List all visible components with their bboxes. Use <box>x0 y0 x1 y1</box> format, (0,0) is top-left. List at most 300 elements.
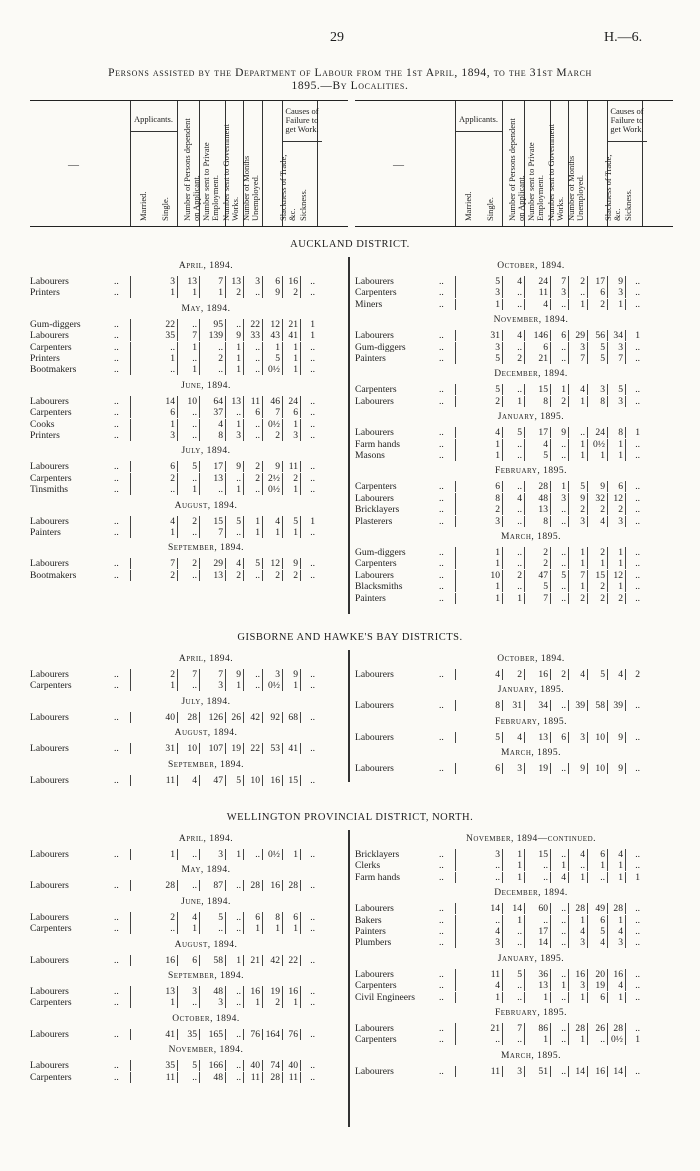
leader-dots: .. <box>114 287 119 299</box>
table-cell: .. <box>600 871 605 883</box>
table-cell: 13 <box>187 276 197 287</box>
district-heading: WELLINGTON PROVINCIAL DISTRICT, NORTH. <box>226 812 474 823</box>
table-cell: .. <box>517 991 522 1003</box>
table-cell: 1 <box>255 997 260 1009</box>
table-cell: .. <box>236 1071 241 1083</box>
header-married: Married. <box>463 191 473 221</box>
table-cell: 1 <box>635 427 640 439</box>
table-cell: 5 <box>600 353 605 364</box>
occupation-label: Plumbers <box>355 937 392 949</box>
month-heading: September, 1894. <box>168 971 244 981</box>
table-cell: .. <box>495 914 500 926</box>
table-row <box>355 732 676 743</box>
table-cell: .. <box>310 711 315 723</box>
district-heading: AUCKLAND DISTRICT. <box>290 239 410 250</box>
table-cell: 10 <box>250 774 260 786</box>
occupation-label: Carpenters <box>30 680 72 692</box>
table-cell: .. <box>310 1028 315 1040</box>
table-cell: .. <box>310 1071 315 1083</box>
table-cell: 2 <box>580 276 585 287</box>
table-cell: 7 <box>218 527 223 538</box>
table-cell: .. <box>561 438 566 450</box>
table-cell: 35 <box>165 1060 175 1072</box>
table-cell: 5 <box>580 481 585 493</box>
header-months: Number of Months Unemployed. <box>566 155 585 221</box>
table-cell: 37 <box>213 407 223 419</box>
month-heading: February, 1895. <box>495 716 567 727</box>
leader-dots: .. <box>439 504 444 516</box>
table-cell: .. <box>310 569 315 581</box>
table-cell: 3 <box>218 849 223 860</box>
table-cell: .. <box>635 515 640 527</box>
table-cell: 13 <box>165 986 175 997</box>
table-cell: .. <box>635 914 640 926</box>
occupation-label: Labourers <box>30 954 69 966</box>
table-cell: 4 <box>275 515 280 527</box>
table-cell: .. <box>236 527 241 538</box>
table-cell: 22 <box>250 318 260 330</box>
table-cell: 41 <box>165 1028 175 1040</box>
header-applicants: Applicants. <box>459 114 498 124</box>
table-cell: 6 <box>600 914 605 926</box>
leader-dots: .. <box>439 581 444 593</box>
table-row <box>355 547 676 558</box>
table-cell: 4 <box>495 926 500 937</box>
table-cell: 5 <box>600 669 605 680</box>
table-cell: 1 <box>517 860 522 872</box>
table-cell: 11 <box>288 461 298 473</box>
table-cell: 14 <box>512 903 522 915</box>
table-row <box>355 849 676 860</box>
table-cell: .. <box>310 880 315 892</box>
occupation-label: Carpenters <box>355 384 397 396</box>
table-cell: 28 <box>613 903 623 915</box>
table-cell: 8 <box>618 427 623 439</box>
table-cell: 1 <box>293 484 298 496</box>
table-cell: 1 <box>310 318 315 330</box>
occupation-label: Labourers <box>30 911 69 923</box>
table-row <box>355 516 676 527</box>
table-cell: 4 <box>236 558 241 570</box>
table-cell: 4 <box>218 418 223 430</box>
table-cell: 1 <box>192 287 197 299</box>
table-cell: 39 <box>613 700 623 712</box>
table-cell: 2 <box>561 669 566 680</box>
table-row <box>355 330 676 341</box>
table-cell: 146 <box>533 330 548 342</box>
table-cell: .. <box>635 395 640 407</box>
occupation-label: Labourers <box>355 731 394 743</box>
table-cell: 95 <box>213 318 223 330</box>
table-cell: 24 <box>595 427 605 439</box>
table-cell: 5 <box>600 926 605 937</box>
table-row <box>355 427 676 438</box>
table-cell: 165 <box>208 1028 223 1040</box>
table-cell: 51 <box>538 1065 548 1077</box>
table-cell: 1 <box>600 558 605 570</box>
occupation-label: Labourers <box>30 1028 69 1040</box>
table-cell: 4 <box>618 849 623 860</box>
table-cell: 19 <box>270 986 280 997</box>
table-cell: 13 <box>231 395 241 407</box>
month-heading: August, 1894. <box>174 728 238 739</box>
table-cell: 5 <box>255 558 260 570</box>
leader-dots: .. <box>439 937 444 949</box>
column-rule <box>177 101 178 226</box>
table-cell: 6 <box>255 407 260 419</box>
table-cell: 40 <box>165 711 175 723</box>
table-cell: 17 <box>213 461 223 473</box>
table-cell: .. <box>635 341 640 353</box>
table-cell: 10 <box>595 763 605 775</box>
table-cell: .. <box>310 461 315 473</box>
table-cell: 64 <box>213 395 223 407</box>
leader-dots: .. <box>439 341 444 353</box>
table-cell: 2 <box>600 547 605 558</box>
column-header-block <box>30 100 348 227</box>
table-cell: .. <box>635 492 640 504</box>
table-cell: 7 <box>275 407 280 419</box>
leader-dots: .. <box>439 700 444 712</box>
table-cell: 3 <box>580 937 585 949</box>
table-cell: 41 <box>288 330 298 342</box>
leader-dots: .. <box>439 980 444 992</box>
table-cell: 29 <box>575 330 585 342</box>
table-cell: .. <box>635 1023 640 1034</box>
table-cell: 2 <box>170 472 175 484</box>
month-heading: January, 1895. <box>497 412 565 423</box>
table-cell: 2 <box>600 504 605 516</box>
occupation-label: Labourers <box>30 395 69 407</box>
table-cell: 5 <box>517 427 522 439</box>
table-cell: 8 <box>600 395 605 407</box>
table-cell: 0½ <box>268 849 280 860</box>
table-cell: .. <box>635 980 640 992</box>
month-heading: March, 1895. <box>500 532 562 542</box>
table-cell: 0½ <box>268 484 280 496</box>
occupation-label: Bricklayers <box>355 849 400 860</box>
table-cell: 31 <box>512 700 522 712</box>
occupation-label: Labourers <box>355 492 394 504</box>
table-cell: 9 <box>580 763 585 775</box>
leader-dots: .. <box>439 481 444 493</box>
leader-dots: .. <box>114 1060 119 1072</box>
table-cell: 5 <box>192 1060 197 1072</box>
occupation-label: Labourers <box>30 743 69 755</box>
table-cell: 1 <box>255 515 260 527</box>
table-cell: .. <box>255 287 260 299</box>
table-cell: 6 <box>543 341 548 353</box>
table-row <box>30 287 351 298</box>
occupation-label: Carpenters <box>30 341 72 353</box>
table-row <box>355 493 676 504</box>
table-cell: 4 <box>618 669 623 680</box>
table-cell: .. <box>517 504 522 516</box>
table-row <box>30 342 351 353</box>
table-cell: 5 <box>192 461 197 473</box>
table-cell: .. <box>561 903 566 915</box>
table-cell: 8 <box>495 700 500 712</box>
table-row <box>355 342 676 353</box>
table-cell: 11 <box>250 395 260 407</box>
table-cell: 16 <box>270 774 280 786</box>
table-cell: 15 <box>538 849 548 860</box>
table-cell: 4 <box>192 774 197 786</box>
table-cell: 1 <box>618 991 623 1003</box>
table-row <box>30 1072 351 1083</box>
leader-dots: .. <box>114 569 119 581</box>
table-cell: .. <box>517 1034 522 1046</box>
table-cell: 35 <box>165 330 175 342</box>
table-cell: 3 <box>218 997 223 1009</box>
table-cell: 3 <box>561 492 566 504</box>
table-cell: 2 <box>543 547 548 558</box>
occupation-label: Labourers <box>355 569 394 581</box>
table-cell: 3 <box>495 515 500 527</box>
table-cell: .. <box>192 407 197 419</box>
table-cell: 16 <box>613 968 623 980</box>
table-cell: 28 <box>538 481 548 493</box>
table-cell: 126 <box>208 711 223 723</box>
table-cell: .. <box>635 592 640 604</box>
table-cell: 8 <box>495 492 500 504</box>
table-cell: .. <box>310 395 315 407</box>
leader-dots: .. <box>114 395 119 407</box>
table-cell: 35 <box>187 1028 197 1040</box>
table-cell: .. <box>517 287 522 299</box>
table-cell: .. <box>310 484 315 496</box>
table-cell: 21 <box>538 353 548 364</box>
month-heading: April, 1894. <box>178 654 234 664</box>
table-cell: 7 <box>192 330 197 342</box>
table-cell: .. <box>635 504 640 516</box>
leader-dots: .. <box>439 515 444 527</box>
table-cell: .. <box>635 384 640 396</box>
occupation-label: Bricklayers <box>355 504 400 516</box>
header-government: Number sent to Government Works. <box>546 123 565 221</box>
month-heading: April, 1894. <box>178 261 234 271</box>
table-cell: 4 <box>600 515 605 527</box>
occupation-label: Carpenters <box>30 1071 72 1083</box>
header-private: Number sent to Private Employment. <box>201 142 220 221</box>
table-cell: .. <box>192 849 197 860</box>
table-cell: 16 <box>575 968 585 980</box>
table-cell: 13 <box>231 276 241 287</box>
leader-dots: .. <box>439 427 444 439</box>
table-cell: 5 <box>618 384 623 396</box>
table-cell: 3 <box>495 937 500 949</box>
table-cell: 17 <box>595 276 605 287</box>
table-cell: 3 <box>275 669 280 680</box>
occupation-label: Labourers <box>355 968 394 980</box>
table-cell: 2 <box>170 911 175 923</box>
table-row <box>355 481 676 492</box>
table-cell: .. <box>310 341 315 353</box>
table-cell: 2 <box>170 569 175 581</box>
table-row <box>355 384 676 395</box>
title-line: 1895.—By Localities. <box>291 80 409 92</box>
table-cell: 1 <box>170 353 175 364</box>
table-cell: .. <box>517 980 522 992</box>
table-cell: 1 <box>618 298 623 310</box>
header-rule <box>130 131 177 132</box>
table-cell: 4 <box>600 937 605 949</box>
table-row <box>30 912 351 923</box>
table-cell: 7 <box>517 1023 522 1034</box>
leader-dots: .. <box>114 558 119 570</box>
occupation-label: Gum-diggers <box>355 341 406 353</box>
column-rule <box>262 101 263 226</box>
occupation-label: Labourers <box>355 276 394 287</box>
table-cell: .. <box>517 926 522 937</box>
table-cell: .. <box>561 763 566 775</box>
occupation-label: Labourers <box>30 880 69 892</box>
leader-dots: .. <box>114 711 119 723</box>
table-row <box>355 1023 676 1034</box>
table-cell: .. <box>310 911 315 923</box>
leader-dots: .. <box>439 547 444 558</box>
table-cell: .. <box>255 353 260 364</box>
table-cell: 3 <box>170 430 175 441</box>
table-cell: .. <box>170 341 175 353</box>
table-cell: 1 <box>255 527 260 538</box>
table-cell: 1 <box>293 341 298 353</box>
leader-dots: .. <box>114 680 119 692</box>
table-row <box>30 923 351 934</box>
table-cell: 1 <box>618 860 623 872</box>
occupation-label: Printers <box>30 430 60 441</box>
table-cell: 9 <box>600 481 605 493</box>
leader-dots: .. <box>439 914 444 926</box>
table-row <box>355 937 676 948</box>
column-header-block <box>355 100 673 227</box>
table-cell: 3 <box>255 276 260 287</box>
table-cell: .. <box>561 581 566 593</box>
table-cell: 9 <box>580 492 585 504</box>
table-cell: .. <box>517 581 522 593</box>
table-cell: 2 <box>618 592 623 604</box>
table-cell: 1 <box>561 860 566 872</box>
leader-dots: .. <box>114 1028 119 1040</box>
table-cell: 14 <box>490 903 500 915</box>
table-cell: .. <box>236 911 241 923</box>
table-row <box>355 287 676 298</box>
table-cell: .. <box>635 903 640 915</box>
table-cell: 9 <box>236 330 241 342</box>
table-cell: 1 <box>580 991 585 1003</box>
table-cell: 11 <box>165 1071 175 1083</box>
table-cell: 15 <box>213 515 223 527</box>
occupation-label: Labourers <box>30 515 69 527</box>
table-row <box>30 997 351 1008</box>
table-cell: .. <box>255 669 260 680</box>
header-sickness: Sickness. <box>623 189 633 221</box>
table-cell: .. <box>255 430 260 441</box>
month-heading: August, 1894. <box>174 500 238 511</box>
table-cell: 17 <box>538 926 548 937</box>
table-cell: 6 <box>495 481 500 493</box>
table-cell: 2 <box>192 558 197 570</box>
table-cell: 7 <box>170 558 175 570</box>
table-cell: 2 <box>218 353 223 364</box>
table-cell: 7 <box>543 592 548 604</box>
table-cell: 5 <box>495 731 500 743</box>
table-row <box>30 473 351 484</box>
header-dependents: Number of Persons dependent on Applicant. <box>182 118 201 221</box>
leader-dots: .. <box>439 438 444 450</box>
table-cell: .. <box>218 341 223 353</box>
table-row <box>30 775 351 786</box>
table-cell: 4 <box>495 427 500 439</box>
table-cell: .. <box>255 364 260 376</box>
table-cell: .. <box>310 287 315 299</box>
table-cell: .. <box>635 860 640 872</box>
table-cell: 13 <box>538 504 548 516</box>
page-title <box>20 67 680 93</box>
table-cell: 2 <box>255 461 260 473</box>
column-rule <box>587 101 588 226</box>
table-cell: .. <box>310 774 315 786</box>
month-heading: November, 1894—continued. <box>465 834 597 844</box>
table-cell: .. <box>310 527 315 538</box>
table-cell: 1 <box>192 341 197 353</box>
leader-dots: .. <box>114 849 119 860</box>
table-cell: 1 <box>170 418 175 430</box>
occupation-label: Plasterers <box>355 515 393 527</box>
leader-dots: .. <box>439 1034 444 1046</box>
table-cell: 14 <box>165 395 175 407</box>
table-cell: 1 <box>580 581 585 593</box>
table-cell: 7 <box>192 669 197 680</box>
occupation-label: Painters <box>355 353 386 364</box>
table-cell: 4 <box>543 438 548 450</box>
table-cell: 1 <box>255 923 260 935</box>
month-heading: February, 1895. <box>495 1008 567 1018</box>
table-cell: .. <box>561 937 566 949</box>
table-cell: .. <box>310 1060 315 1072</box>
table-cell: 24 <box>538 276 548 287</box>
table-cell: 1 <box>635 871 640 883</box>
month-heading: July, 1894. <box>181 696 231 707</box>
table-cell: 3 <box>618 395 623 407</box>
table-cell: 1 <box>618 558 623 570</box>
occupation-label: Carpenters <box>355 287 397 299</box>
table-cell: .. <box>310 849 315 860</box>
table-cell: 6 <box>293 407 298 419</box>
table-cell: .. <box>218 923 223 935</box>
table-cell: 12 <box>613 492 623 504</box>
table-cell: 14 <box>575 1065 585 1077</box>
table-cell: 3 <box>580 980 585 992</box>
leader-dots: .. <box>114 353 119 364</box>
occupation-label: Masons <box>355 450 385 461</box>
table-cell: 28 <box>575 1023 585 1034</box>
table-cell: .. <box>170 484 175 496</box>
table-cell: .. <box>543 860 548 872</box>
table-cell: 1 <box>635 1034 640 1046</box>
month-heading: April, 1894. <box>178 834 234 844</box>
month-heading: September, 1894. <box>168 759 244 770</box>
table-cell: 1 <box>495 298 500 310</box>
table-row <box>355 669 676 680</box>
header-rule <box>607 141 647 142</box>
table-cell: 6 <box>600 991 605 1003</box>
table-cell: 92 <box>270 711 280 723</box>
table-cell: .. <box>255 680 260 692</box>
table-cell: 29 <box>213 558 223 570</box>
table-cell: 28 <box>613 1023 623 1034</box>
table-cell: .. <box>580 427 585 439</box>
